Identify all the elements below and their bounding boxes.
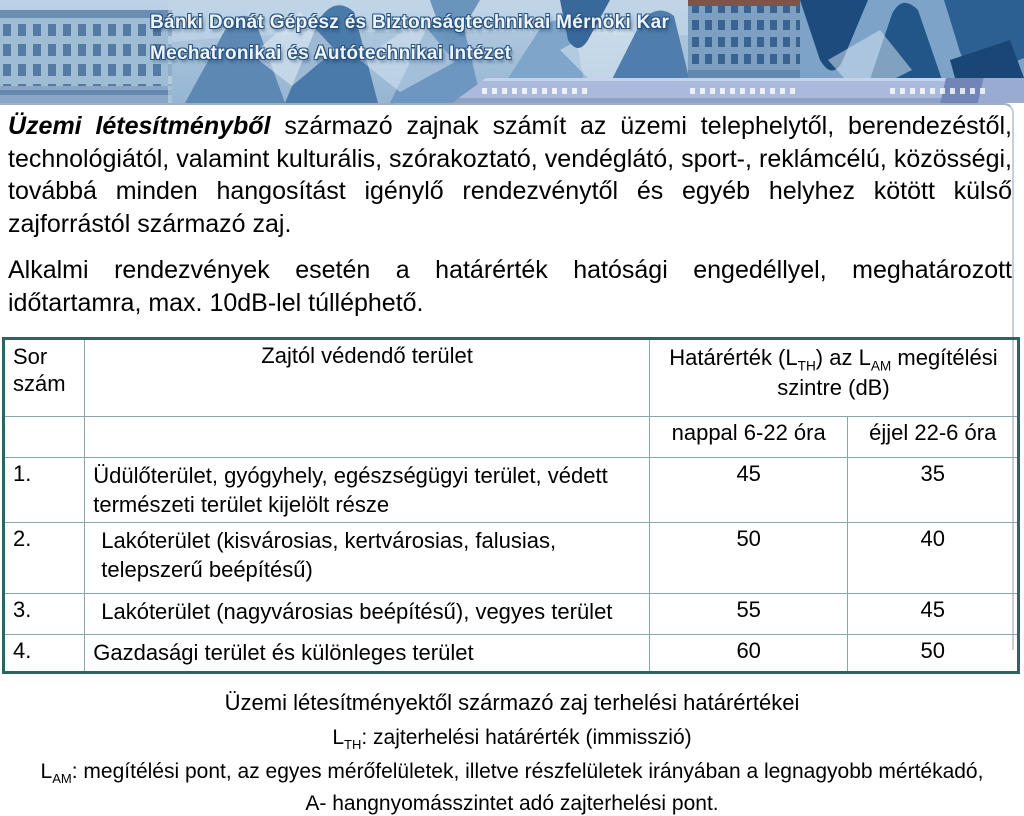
lam-definition-text: : megítélési pont, az egyes mérőfelületek, illetve részfelületek irányában a legnagyobb mértékadó, <box>71 760 984 783</box>
left-building-photo <box>0 10 172 103</box>
ribbon-dash-marks <box>690 88 800 94</box>
hatarertek-text: Határérték (L <box>669 345 798 370</box>
header-hatarertek <box>649 339 1018 417</box>
header-titles <box>150 7 669 69</box>
night-value-cell: 35 <box>848 458 1019 523</box>
table-row <box>4 458 1019 523</box>
table-subheader-row <box>4 417 1019 458</box>
institute-title: Mechatronikai és Autótechnikai Intézet <box>150 43 512 64</box>
lth-definition-text: : zajterhelési határérték (immisszió) <box>361 726 692 749</box>
table-row <box>4 635 1019 673</box>
header-zajtol-vedendo-terulet: Zajtól védendő terület <box>85 339 650 417</box>
subscript-am: AM <box>52 771 72 787</box>
night-value-cell: 50 <box>848 635 1019 673</box>
area-cell: Lakóterület (nagyvárosias beépítésű), vegyes terület <box>85 594 650 635</box>
header-sor-szam: Sor szám <box>4 339 85 417</box>
empty-cell <box>85 417 650 458</box>
table-header-row <box>4 339 1019 417</box>
area-cell: Üdülőterület, gyógyhely, egészségügyi terület, védett természeti terület kijelölt része <box>85 458 650 523</box>
day-value-cell: 60 <box>649 635 848 673</box>
row-number-cell: 3. <box>4 594 85 635</box>
area-cell: Lakóterület (kisvárosias, kertvárosias, falusias, telepszerű beépítésű) <box>85 523 650 594</box>
table-footnotes <box>0 690 1024 816</box>
paragraph-uzemi-letesitmeny <box>0 110 1024 240</box>
header-ribbon <box>452 78 1024 103</box>
subscript-am: AM <box>870 358 892 374</box>
row-number-cell: 2. <box>4 523 85 594</box>
right-building-photo <box>688 0 806 88</box>
subscript-th: TH <box>797 358 816 374</box>
day-value-cell: 55 <box>649 594 848 635</box>
subscript-th: TH <box>344 737 362 753</box>
table-row <box>4 594 1019 635</box>
paragraph-lead-bold: Üzemi létesítményből <box>8 112 271 140</box>
l-symbol: L <box>332 726 345 749</box>
night-value-cell: 40 <box>848 523 1019 594</box>
faculty-title: Bánki Donát Gépész és Biztonságtechnikai Mérnöki Kar <box>150 12 670 33</box>
lam-definition <box>0 760 1024 787</box>
hatarertek-text: ) az L <box>815 345 871 370</box>
slide-content <box>0 105 1024 816</box>
night-value-cell: 45 <box>848 594 1019 635</box>
empty-cell <box>4 417 85 458</box>
day-value-cell: 45 <box>649 458 848 523</box>
paragraph-body-text: származó zajnak számít az üzemi telephelytől, berendezéstől, technológiától, valamint kulturális, szórakoztató, vendéglátó, sport-, reklámcélú, közösségi, továbbá minden hangosítást igénylő rendezvénytől és egyéb helyhez kötött külső zajforrástól származó zaj. <box>8 112 1012 238</box>
row-number-cell: 1. <box>4 458 85 523</box>
paragraph-alkalmi-rendezvenyek: Alkalmi rendezvények esetén a határérték hatósági engedéllyel, meghatározott időtartamra, max. 10dB-lel túlléphető. <box>8 256 1012 317</box>
ribbon-dash-marks <box>890 88 990 94</box>
table-caption: Üzemi létesítményektől származó zaj terhelési határértékei <box>224 690 800 715</box>
area-cell: Gazdasági terület és különleges terület <box>85 635 650 673</box>
header-banner <box>0 0 1024 103</box>
subheader-nappal: nappal 6-22 óra <box>649 417 848 458</box>
table-row <box>4 523 1019 594</box>
day-value-cell: 50 <box>649 523 848 594</box>
lth-definition <box>0 726 1024 753</box>
hatarertek-text: megítélési szintre (dB) <box>777 345 998 400</box>
lam-definition-continuation: A- hangnyomásszintet adó zajterhelési pont. <box>305 792 719 815</box>
row-number-cell: 4. <box>4 635 85 673</box>
noise-limits-table <box>2 337 1020 674</box>
ribbon-dash-marks <box>482 88 592 94</box>
subheader-ejjel: éjjel 22-6 óra <box>848 417 1019 458</box>
l-symbol: L <box>40 760 53 783</box>
